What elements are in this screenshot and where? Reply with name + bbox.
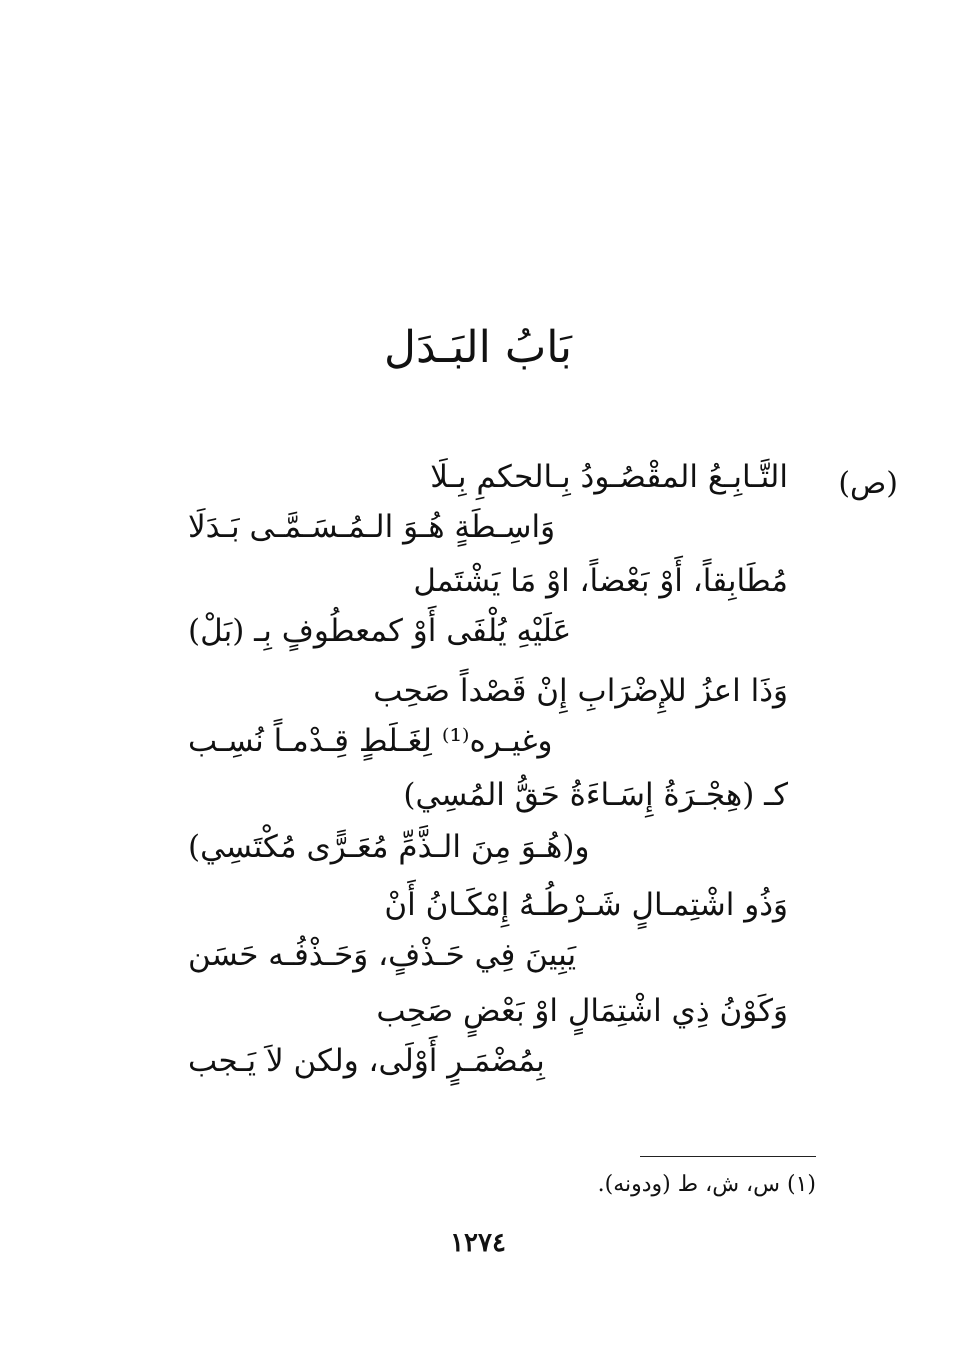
- verse-line-4: عَلَيْهِ يُلْفَى أَوْ كمعطُوفٍ بِـ (بَلْ): [188, 613, 572, 649]
- chapter-title: بَابُ البَـدَل: [384, 322, 572, 373]
- verse-line-2: وَاسِـطَةٍ هُـوَ الـمُـسَـمَّـى بَـدَلَا: [188, 509, 556, 545]
- verse-line-10: يَبِينَ فِي حَـذْفٍ، وَحَـذْفُـه حَسَن: [188, 937, 577, 973]
- verse-line-7: كـ (هِجْـرَةُ إِسَـاءَةُ حَقُّ المُسِي): [403, 777, 788, 813]
- verse-line-5: وَذَا اعزُ للإِضْرَابِ إِنْ قَصْداً صَحِب: [373, 673, 788, 709]
- verse-line-8: و(هُـوَ مِنَ الـذَّمِّ مُعَـرًّى مُكْتَسِي): [188, 829, 590, 865]
- page-number: ١٢٧٤: [450, 1228, 506, 1258]
- verse-line-9: وَذُو اشْتِمـالٍ شَـرْطُـهُ إِمْكَـانُ أَنْ: [384, 887, 788, 923]
- verse-line-3: مُطَابِقاً، أَوْ بَعْضاً، اوْ مَا يَشْتَمل: [413, 563, 788, 599]
- verse-line-11: وَكَوْنُ ذِي اشْتِمَالٍ اوْ بَعْضٍ صَحِب: [376, 993, 788, 1029]
- footnote-divider: [640, 1156, 816, 1157]
- verse-line-1: التَّـابِـعُ المقْصُـودُ بِـالحكمِ بِـلَا: [430, 459, 788, 495]
- verse-line-6: وغيـره⁽¹⁾ لِغَـلَطٍ قِـدْمـاً نُسِـب: [188, 723, 553, 759]
- footnote: (١) س، ش، ط (ودونه).: [597, 1172, 816, 1197]
- section-marker: (ص): [838, 466, 898, 501]
- verse-line-12: بِمُضْمَـرٍ أَوْلَى، ولكن لاَ يَـجب: [188, 1043, 545, 1079]
